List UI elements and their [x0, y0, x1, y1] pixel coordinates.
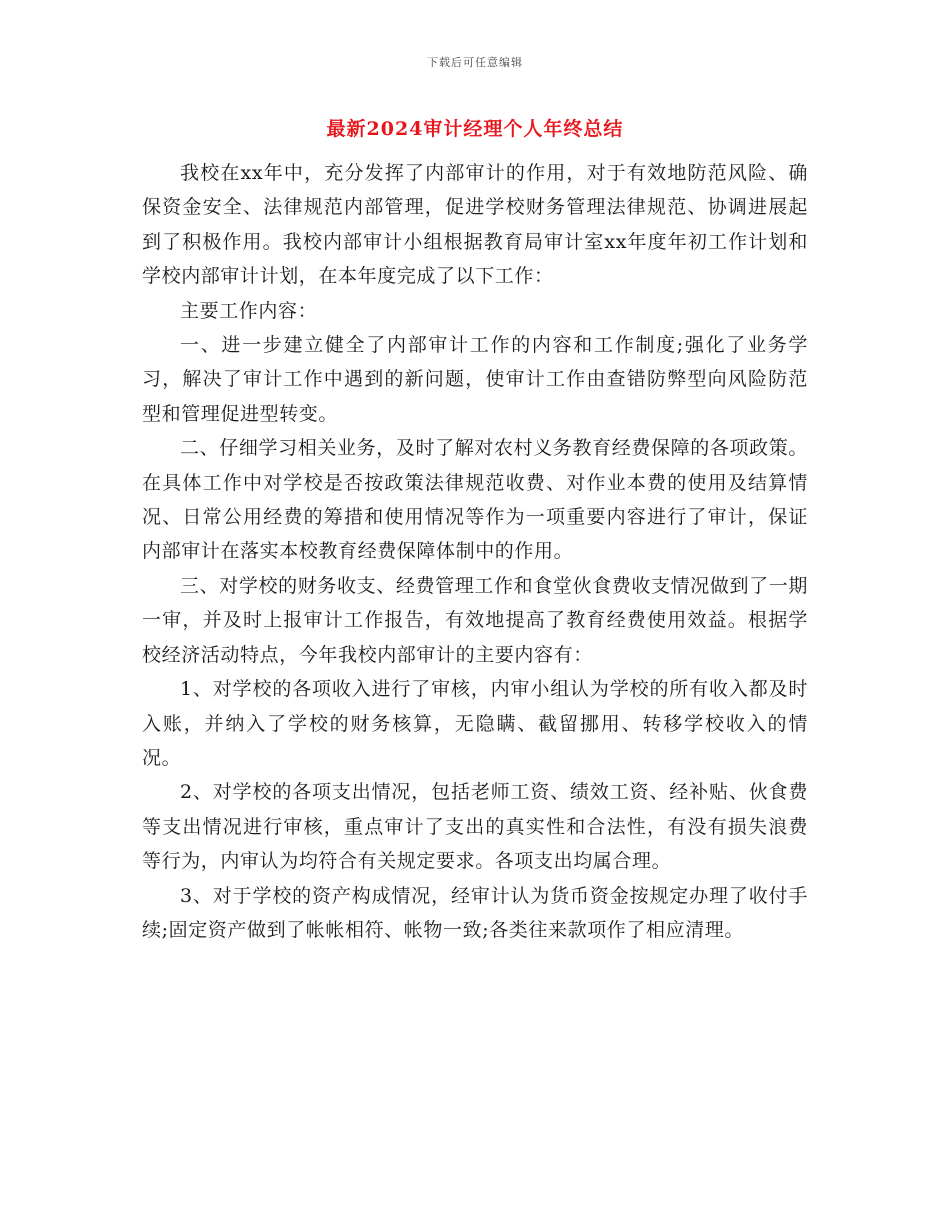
document-body — [142, 156, 808, 947]
paragraph-item-two: 二、仔细学习相关业务，及时了解对农村义务教育经费保障的各项政策。在具体工作中对学校是否按政策法律规范收费、对作业本费的使用及结算情况、日常公用经费的筹措和使用情况等作为一项重要内容进行了审计，保证内部审计在落实本校教育经费保障体制中的作用。 — [142, 437, 808, 563]
paragraph-intro: 我校在xx年中，充分发挥了内部审计的作用，对于有效地防范风险、确保资金安全、法律规范内部管理，促进学校财务管理法律规范、协调进展起到了积极作用。我校内部审计小组根据教育局审计室xx年度年初工作计划和学校内部审计计划，在本年度完成了以下工作： — [142, 162, 808, 288]
paragraph-item-three: 三、对学校的财务收支、经费管理工作和食堂伙食费收支情况做到了一期一审，并及时上报审计工作报告，有效地提高了教育经费使用效益。根据学校经济活动特点，今年我校内部审计的主要内容有： — [142, 574, 808, 666]
paragraph-item-one: 一、进一步建立健全了内部审计工作的内容和工作制度;强化了业务学习，解决了审计工作中遇到的新问题，使审计工作由查错防弊型向风险防范型和管理促进型转变。 — [142, 334, 808, 425]
paragraph-sub-item-2: 2、对学校的各项支出情况，包括老师工资、绩效工资、经补贴、伙食费等支出情况进行审核，重点审计了支出的真实性和合法性，有没有损失浪费等行为，内审认为均符合有关规定要求。各项支出均属合理。 — [142, 781, 808, 873]
header-note: 下载后可任意编辑 — [427, 56, 523, 69]
document-title: 最新2024审计经理个人年终总结 — [326, 118, 624, 140]
paragraph-sub-item-3: 3、对于学校的资产构成情况，经审计认为货币资金按规定办理了收付手续;固定资产做到了帐帐相符、帐物一致;各类往来款项作了相应清理。 — [142, 884, 808, 941]
paragraph-main-content-heading: 主要工作内容： — [180, 299, 318, 322]
paragraph-sub-item-1: 1、对学校的各项收入进行了审核，内审小组认为学校的所有收入都及时入账，并纳入了学校的财务核算，无隐瞒、截留挪用、转移学校收入的情况。 — [142, 678, 808, 769]
